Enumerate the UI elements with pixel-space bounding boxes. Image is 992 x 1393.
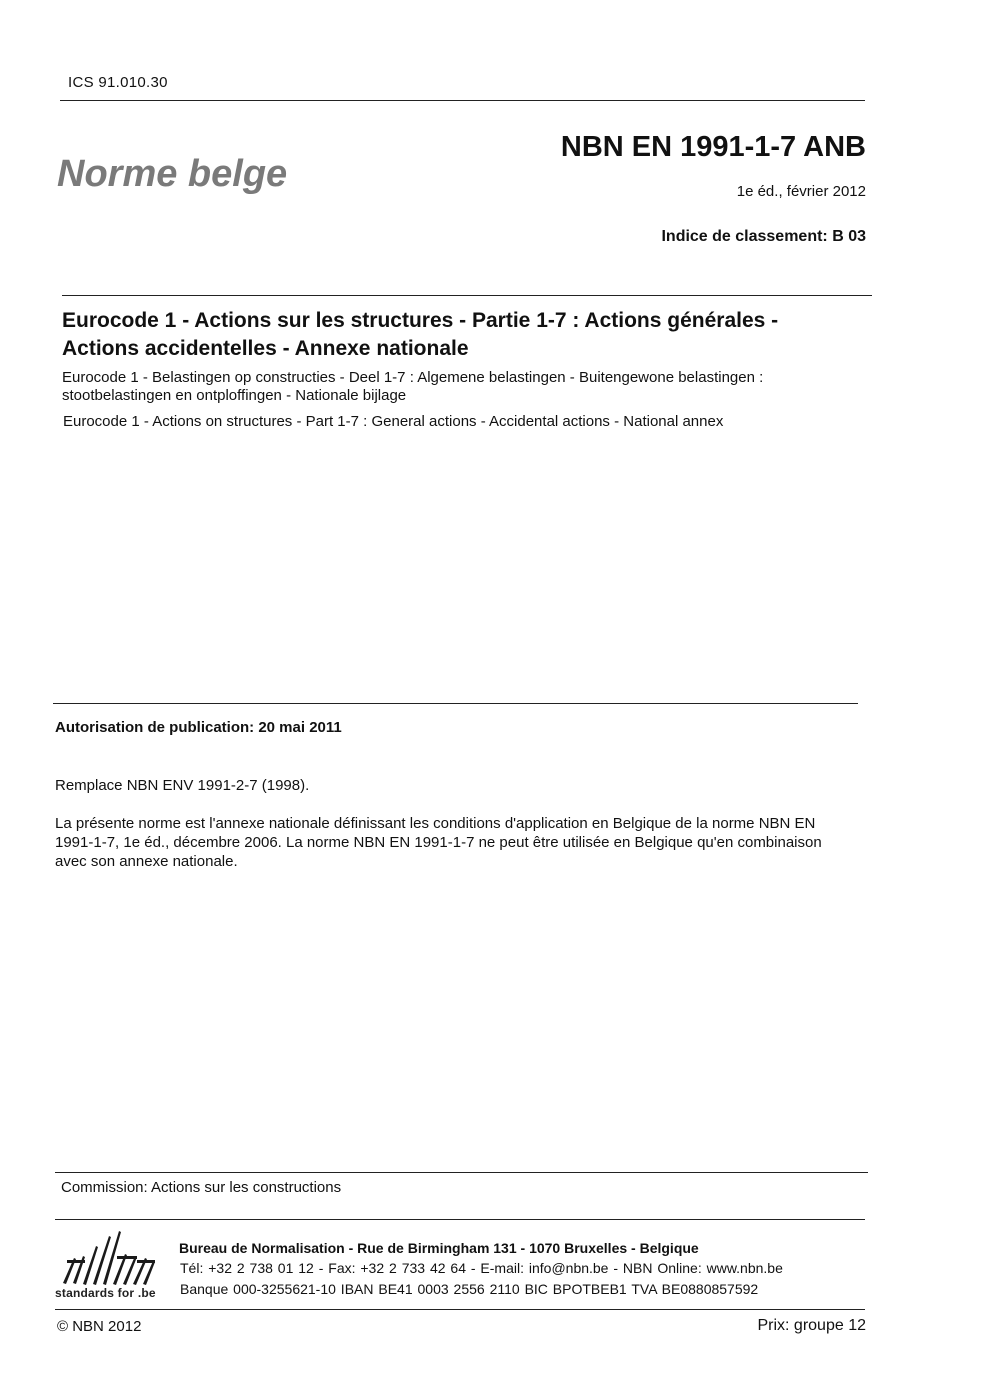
description-paragraph: La présente norme est l'annexe nationale définissant les conditions d'application en Belgique de la norme NBN EN 1991-1-7, 1e éd., décembre 2006. La norme NBN EN 1991-1-7 ne peut être utilisée en Belgique qu'en combinaison avec son annexe nationale. bbox=[55, 815, 822, 870]
copyright: © NBN 2012 bbox=[57, 1318, 142, 1335]
title-rule bbox=[62, 295, 872, 296]
title-french bbox=[62, 307, 892, 363]
replaces-note: Remplace NBN ENV 1991-2-7 (1998). bbox=[55, 777, 310, 794]
commission-top-rule bbox=[55, 1172, 868, 1173]
nbn-logo-mark bbox=[53, 1228, 168, 1286]
footer-rule bbox=[55, 1309, 865, 1310]
norme-belge-label: Norme belge bbox=[57, 153, 288, 195]
title-english: Eurocode 1 - Actions on structures - Part 1-7 : General actions - Accidental actions - National annex bbox=[63, 413, 724, 430]
publication-authorization: Autorisation de publication: 20 mai 2011 bbox=[55, 719, 342, 736]
document-number: NBN EN 1991-1-7 ANB bbox=[560, 131, 866, 163]
edition-date: 1e éd., février 2012 bbox=[736, 183, 866, 200]
price-group: Prix: groupe 12 bbox=[757, 1317, 866, 1334]
title-french-line2: Actions accidentelles - Annexe nationale bbox=[62, 337, 469, 360]
classification-index: Indice de classement: B 03 bbox=[661, 228, 866, 245]
title-dutch: Eurocode 1 - Belastingen op constructies - Deel 1-7 : Algemene belastingen - Buitengewone belastingen : stootbelastingen en ontploffingen - Nationale bijlage bbox=[62, 369, 764, 404]
logo-tagline: standards for .be bbox=[55, 1286, 156, 1300]
bank-details: Banque 000-3255621-10 IBAN BE41 0003 2556 2110 BIC BPOTBEB1 TVA BE0880857592 bbox=[180, 1281, 759, 1297]
nbn-logo bbox=[53, 1228, 168, 1304]
contact-line: Tél: +32 2 738 01 12 - Fax: +32 2 733 42 64 - E-mail: info@nbn.be - NBN Online: www.nbn.be bbox=[180, 1260, 783, 1276]
commission-label: Commission: Actions sur les constructions bbox=[61, 1179, 342, 1196]
bureau-address: Bureau de Normalisation - Rue de Birmingham 131 - 1070 Bruxelles - Belgique bbox=[179, 1240, 699, 1256]
header-rule bbox=[60, 100, 865, 101]
commission-bottom-rule bbox=[55, 1219, 865, 1220]
title-french-line1: Eurocode 1 - Actions sur les structures - Partie 1-7 : Actions générales - bbox=[62, 309, 779, 332]
ics-code: ICS 91.010.30 bbox=[68, 74, 168, 91]
middle-rule bbox=[53, 703, 858, 704]
